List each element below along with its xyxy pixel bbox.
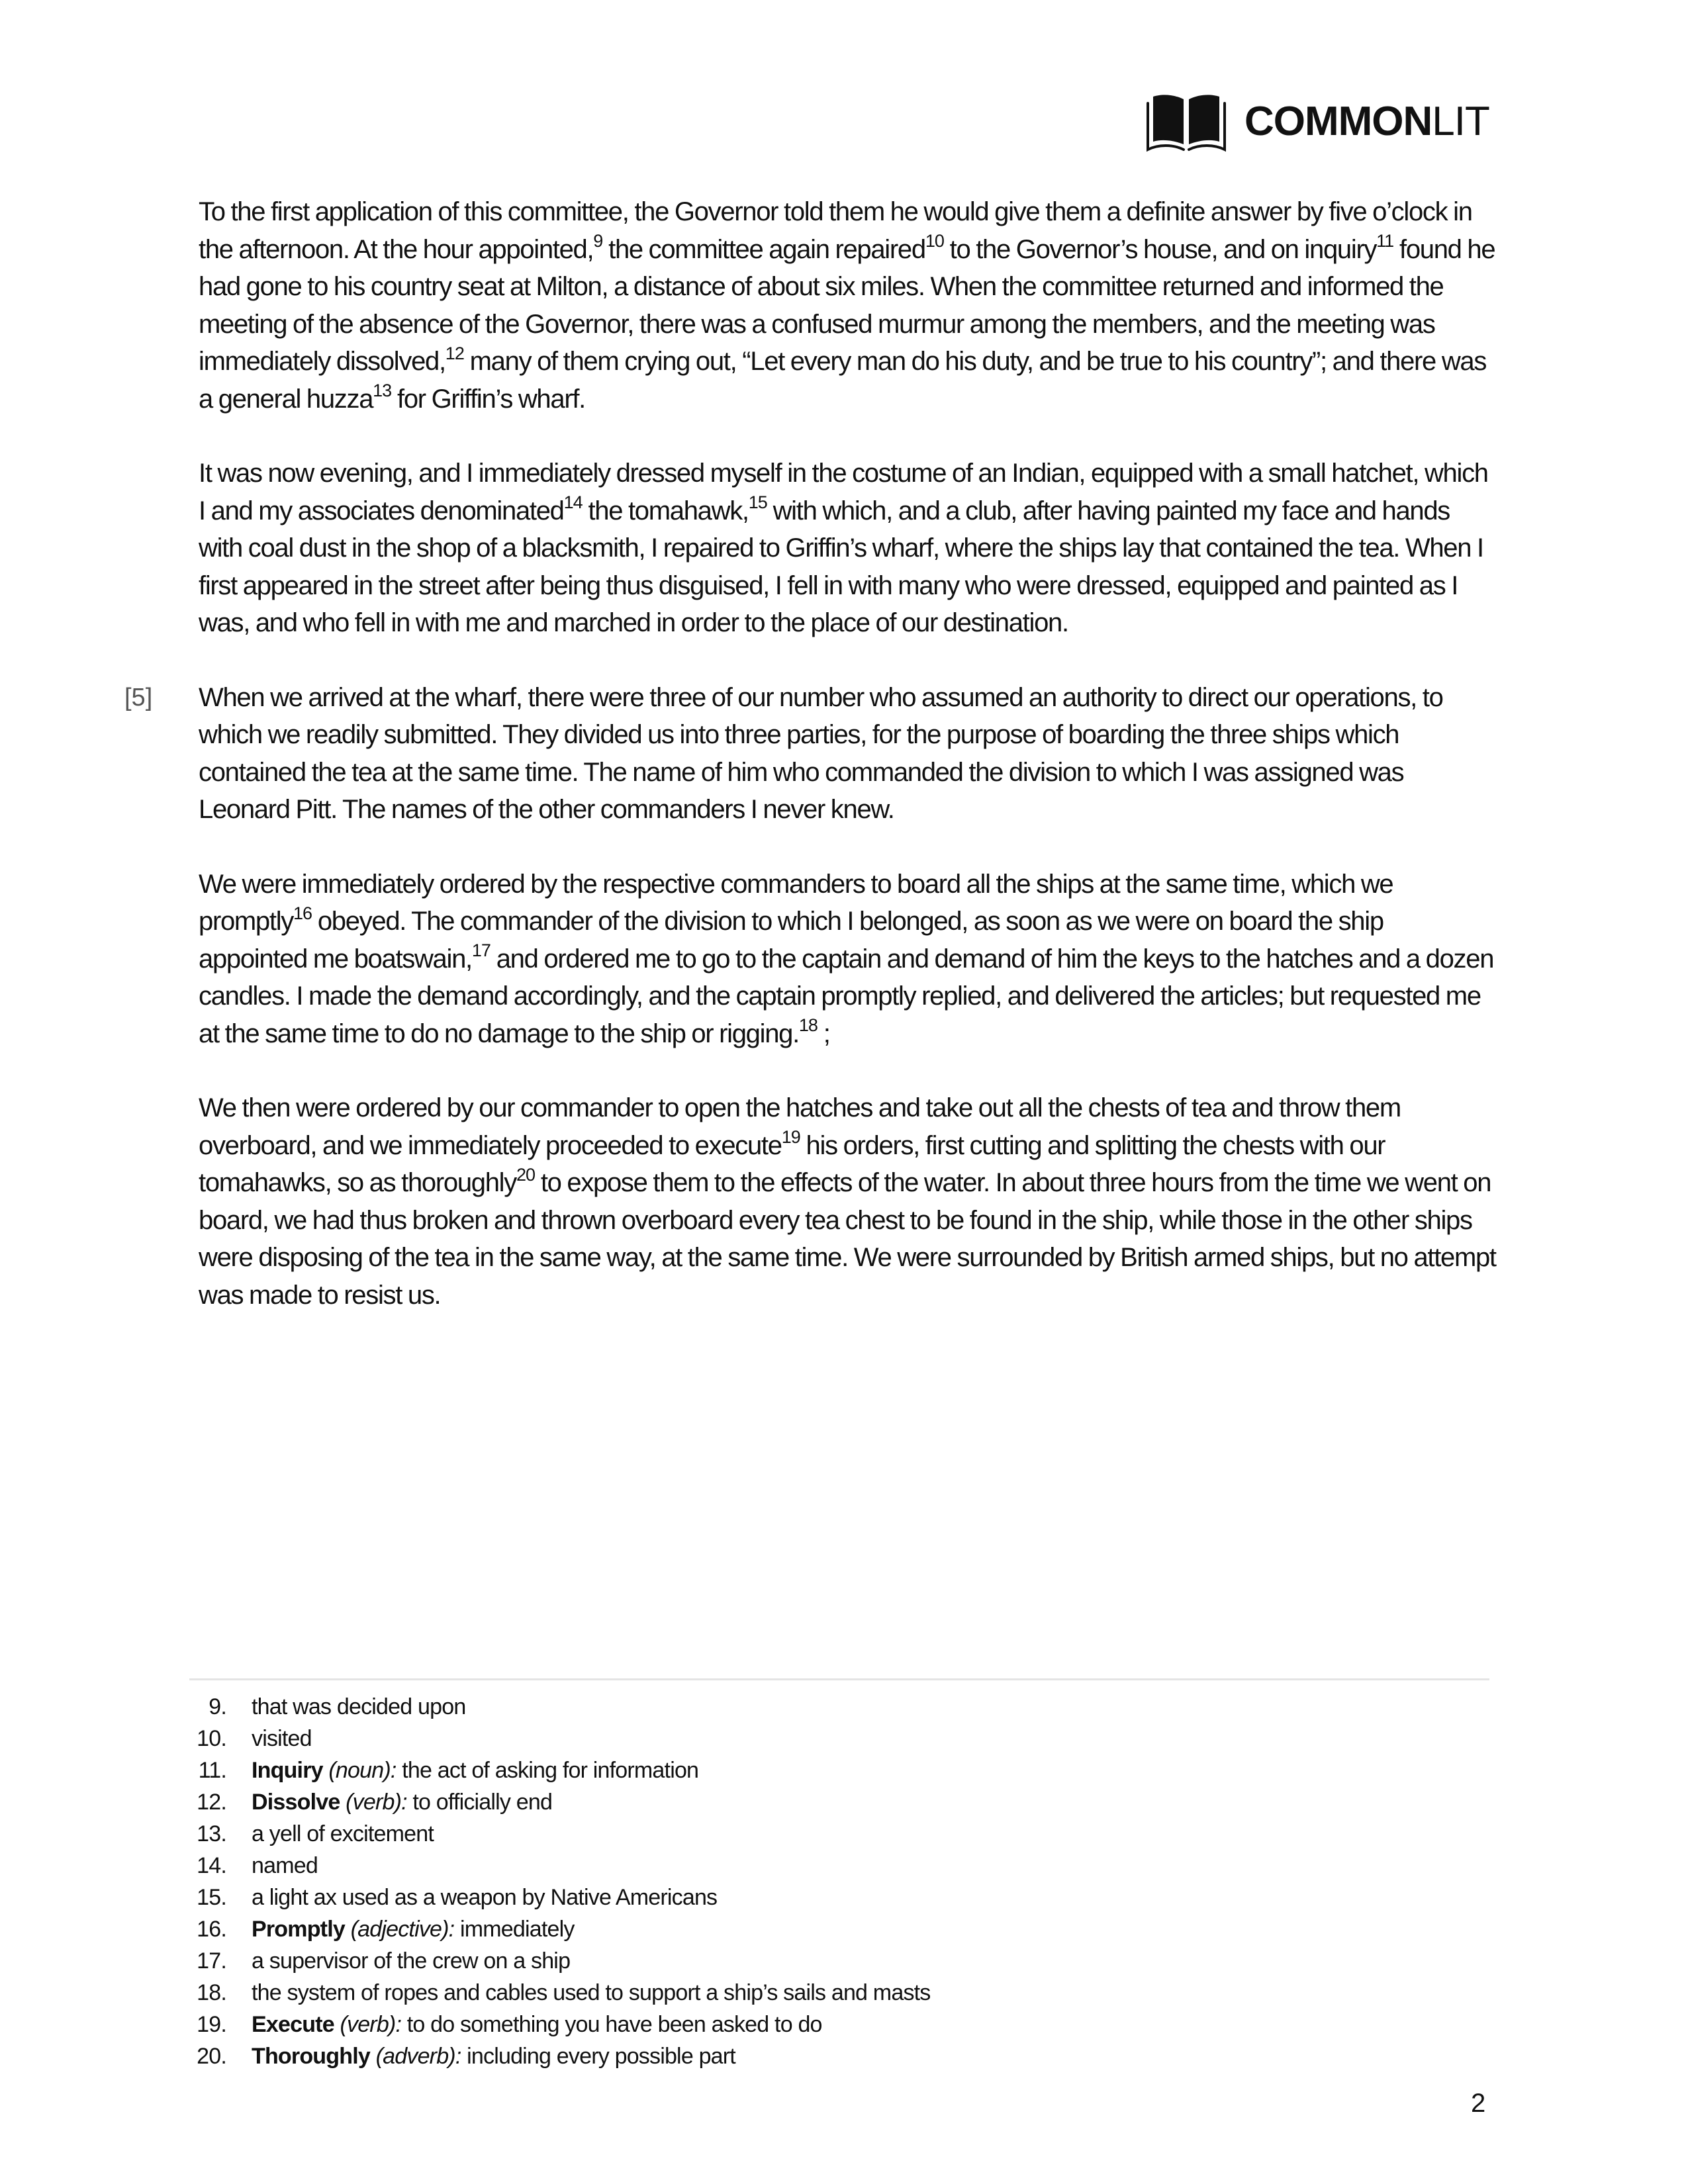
paragraph (199, 866, 1496, 1053)
footnote-part-of-speech: (verb): (346, 1790, 407, 1815)
footnote-reference[interactable]: 10 (925, 231, 944, 251)
footnote-item (185, 2040, 1483, 2072)
footnote-part-of-speech: (adjective): (350, 1917, 455, 1942)
footnote-definition: the system of ropes and cables used to support a ship’s sails and masts (252, 1980, 931, 2005)
footnote-item (185, 1945, 1483, 1977)
footnote-text (252, 1977, 931, 2009)
footnote-reference[interactable]: 16 (293, 903, 312, 923)
logo-text-bold: COMMON (1244, 99, 1432, 144)
paragraph-text: to expose them to the effects of the water. In about three hours from the time we went on board, we had thus broken and thrown overboard every tea chest to be found in the ship, while those in the other ships were disposing of the tea in the same way, at the same time. We were surrounded by British armed ships, but no attempt was made to resist us. (199, 1168, 1496, 1310)
footnote-number: 20. (197, 2044, 226, 2069)
footnote-text (252, 1786, 552, 1818)
footnote-number: 18. (197, 1980, 226, 2005)
footnote-item (185, 1818, 1483, 1850)
footnote-item (185, 1977, 1483, 2009)
footnote-text (252, 1913, 575, 1945)
footnote-definition: to officially end (412, 1790, 553, 1815)
footnote-term: Execute (252, 2012, 334, 2037)
footnote-reference[interactable]: 15 (748, 492, 767, 513)
paragraph-text: the committee again repaired (602, 234, 925, 264)
footnote-text (252, 1882, 717, 1913)
footnote-reference[interactable]: 20 (516, 1164, 535, 1185)
footnote-text (252, 1723, 312, 1754)
footnote-reference[interactable]: 11 (1376, 231, 1394, 251)
paragraph-text: for Griffin’s wharf. (391, 384, 585, 414)
footnote-item (185, 1754, 1483, 1786)
paragraph-text: We were immediately ordered by the respective commanders to board all the ships at the same time, which we promptly (199, 869, 1393, 936)
footnote-part-of-speech: (noun): (328, 1758, 397, 1783)
footnote-text (252, 1818, 434, 1850)
paragraph-text: the tomahawk, (582, 496, 749, 525)
footnote-reference[interactable]: 14 (563, 492, 583, 513)
footnote-item (185, 1691, 1483, 1723)
footnote-number: 15. (197, 1885, 226, 1910)
paragraph-text: obeyed. The commander of the division to which I belonged, as soon as we were on board the ship appointed me boatswain, (199, 907, 1383, 974)
footnote-divider (189, 1678, 1489, 1680)
footnote-definition: the act of asking for information (402, 1758, 699, 1783)
footnote-number: 19. (197, 2012, 226, 2037)
paragraph (199, 193, 1496, 418)
footnote-number: 9. (209, 1694, 226, 1719)
footnote-definition: named (252, 1853, 318, 1878)
paragraph-number: [5] (124, 683, 153, 711)
footnote-number: 11. (198, 1758, 226, 1783)
footnote-part-of-speech: (verb): (340, 2012, 402, 2037)
footnote-text (252, 2040, 735, 2072)
paragraph-text: To the first application of this committee, the Governor told them he would give them a definite answer by five o’clock in the afternoon. At the hour appointed, (199, 197, 1472, 264)
commonlit-logo (1147, 91, 1489, 152)
footnote-definition: a supervisor of the crew on a ship (252, 1948, 571, 1974)
paragraph-text: found he had gone to his country seat at Milton, a distance of about six miles. When the committee returned and informed the meeting of the absence of the Governor, there was a confused murmur among the members, and the meeting was immediately dissolved, (199, 234, 1495, 376)
footnote-term: Thoroughly (252, 2044, 370, 2069)
footnote-definition: immediately (459, 1917, 575, 1942)
footnote-reference[interactable]: 17 (471, 940, 491, 961)
footnote-text (252, 2009, 822, 2040)
document-body (124, 193, 1496, 1351)
footnote-part-of-speech: (adverb): (375, 2044, 461, 2069)
paragraph-text: with which, and a club, after having painted my face and hands with coal dust in the shop of a blacksmith, I repaired to Griffin’s wharf, where the ships lay that contained the tea. When I first appeared in the street after being thus disguised, I fell in with many who were dressed, equipped and painted as I was, and who fell in with me and marched in order to the place of our destination. (199, 496, 1483, 637)
footnote-reference[interactable]: 19 (781, 1127, 800, 1148)
footnote-definition: including every possible part (467, 2044, 735, 2069)
footnote-text (252, 1850, 318, 1882)
footnote-item (185, 1850, 1483, 1882)
paragraph (199, 1089, 1496, 1314)
paragraph (199, 455, 1496, 642)
footnote-definition: visited (252, 1726, 312, 1751)
footnotes-list (185, 1691, 1483, 2072)
footnote-term: Promptly (252, 1917, 345, 1942)
paragraph-text: his orders, first cutting and splitting the chests with our tomahawks, so as thoroughly (199, 1130, 1385, 1197)
footnote-definition: to do something you have been asked to do (406, 2012, 822, 2037)
footnote-number: 10. (197, 1726, 226, 1751)
open-book-icon (1147, 91, 1226, 152)
logo-wordmark (1244, 101, 1489, 142)
footnote-definition: that was decided upon (252, 1694, 466, 1719)
footnote-reference[interactable]: 18 (798, 1015, 818, 1036)
footnote-text (252, 1754, 698, 1786)
paragraph-text: to the Governor’s house, and on inquiry (943, 234, 1377, 264)
paragraph (124, 679, 1496, 829)
paragraph-text: We then were ordered by our commander to open the hatches and take out all the chests of tea and throw them overboard, and we immediately proceeded to execute (199, 1093, 1401, 1160)
footnote-item (185, 1913, 1483, 1945)
footnote-item (185, 1786, 1483, 1818)
footnote-term: Dissolve (252, 1790, 340, 1815)
page-number: 2 (1471, 2089, 1486, 2118)
footnote-definition: a yell of excitement (252, 1821, 434, 1846)
footnote-item (185, 1723, 1483, 1754)
footnote-term: Inquiry (252, 1758, 323, 1783)
paragraph-text: many of them crying out, “Let every man do his duty, and be true to his country”; and there was a general huzza (199, 347, 1487, 414)
footnote-item (185, 1882, 1483, 1913)
footnote-number: 12. (197, 1790, 226, 1815)
footnote-text (252, 1945, 570, 1977)
footnote-number: 16. (197, 1917, 226, 1942)
paragraph-text: ; (817, 1019, 830, 1048)
footnote-reference[interactable]: 9 (593, 231, 603, 251)
footnote-number: 17. (197, 1948, 226, 1974)
footnote-reference[interactable]: 13 (373, 381, 392, 401)
footnote-reference[interactable]: 12 (445, 343, 464, 363)
logo-text-light: LIT (1432, 99, 1489, 144)
paragraph-text: It was now evening, and I immediately dressed myself in the costume of an Indian, equipped with a small hatchet, which I and my associates denominated (199, 459, 1488, 525)
footnote-definition: a light ax used as a weapon by Native Americans (252, 1885, 718, 1910)
footnote-number: 13. (197, 1821, 226, 1846)
footnote-item (185, 2009, 1483, 2040)
footnote-text (252, 1691, 465, 1723)
paragraph-text: When we arrived at the wharf, there were three of our number who assumed an authority to direct our operations, to which we readily submitted. They divided us into three parties, for the purpose of boarding the three ships which contained the tea at the same time. The name of him who commanded the division to which I was assigned was Leonard Pitt. The names of the other commanders I never knew. (199, 682, 1443, 824)
footnote-number: 14. (197, 1853, 226, 1878)
paragraph-text: and ordered me to go to the captain and demand of him the keys to the hatches and a dozen candles. I made the demand accordingly, and the captain promptly replied, and delivered the articles; but requested me at the same time to do no damage to the ship or rigging. (199, 944, 1494, 1048)
